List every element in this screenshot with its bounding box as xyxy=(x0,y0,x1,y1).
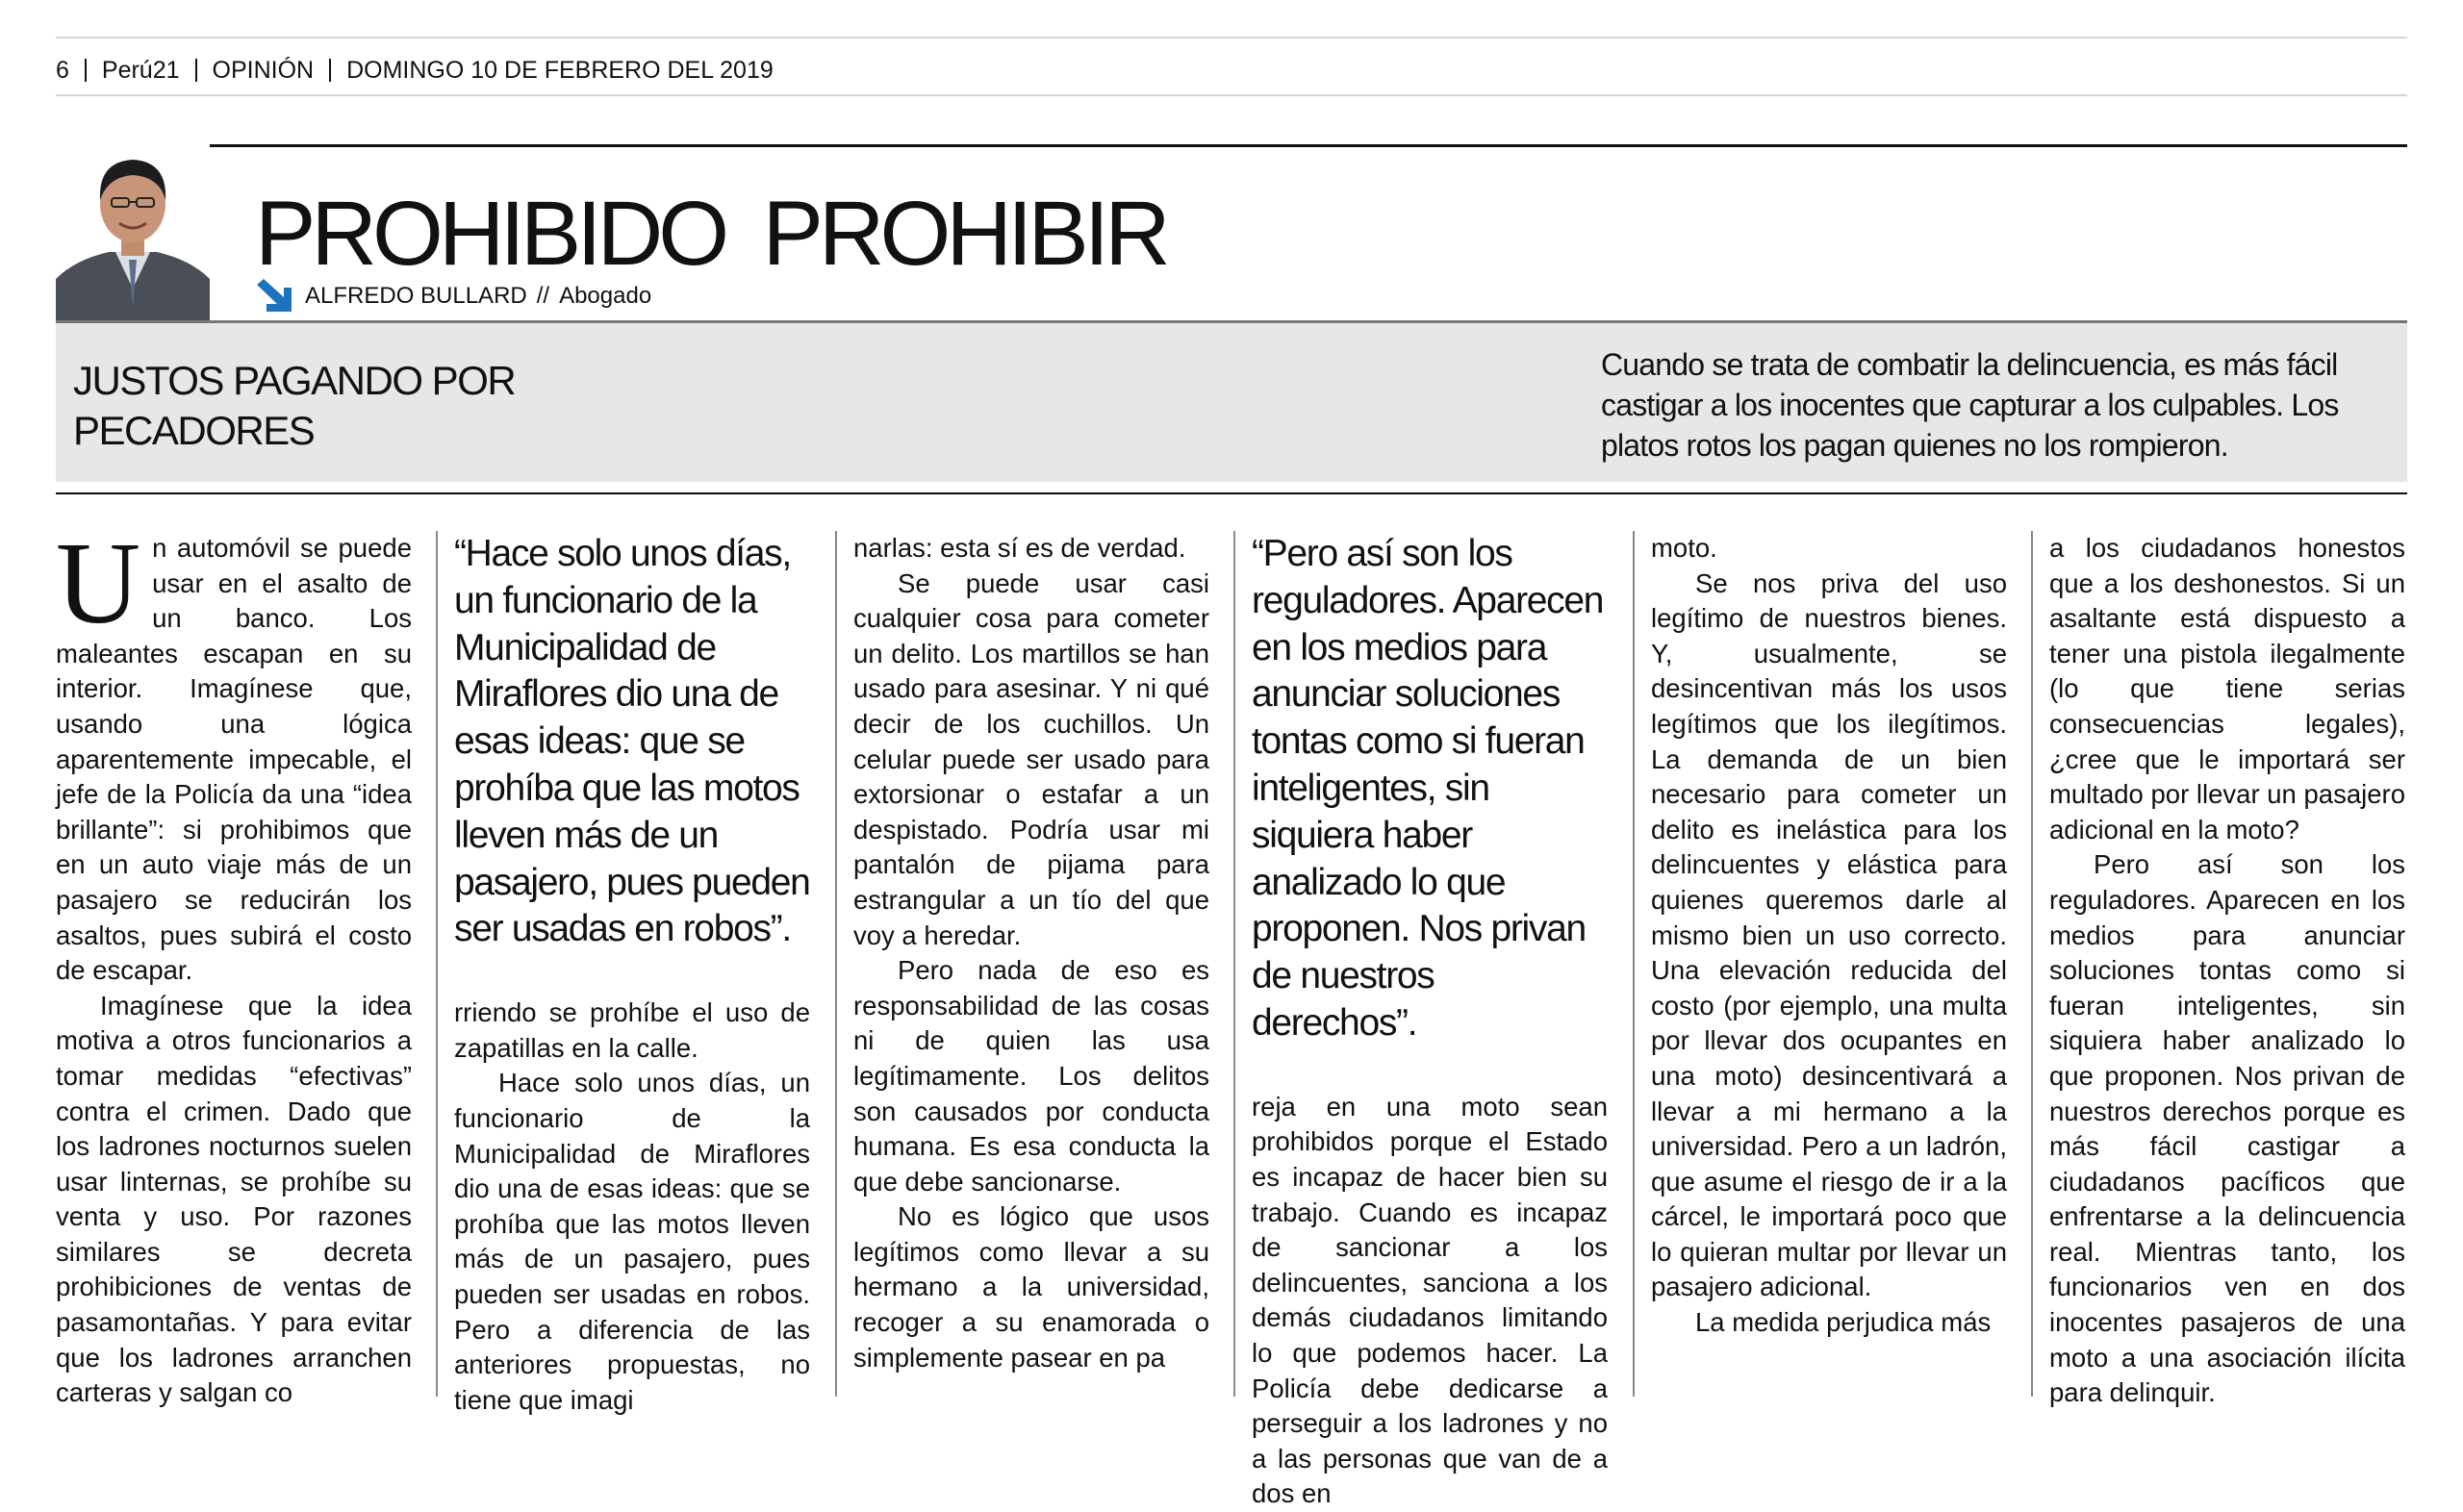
body-column-2 xyxy=(454,531,810,1415)
column-divider xyxy=(436,531,438,1397)
page-header xyxy=(56,54,774,87)
pull-quote: “Pero así son los reguladores. Aparecen en los medios para anunciar soluciones tontas como si fueran inteligentes, sin siquiera haber analizado lo que proponen. Nos privan de nuestros derechos”. xyxy=(1252,533,1604,1044)
article-body xyxy=(56,518,2407,1509)
diagonal-arrow-icon xyxy=(255,279,293,314)
body-paragraph: Pero así son los reguladores. Aparecen en los medios para anunciar soluciones tontas como si fueran inteligentes, sin siquiera haber analizado lo que proponen. Nos privan de nuestros derechos porque es más fácil castigar a ciudadanos pacíficos que enfrentarse a la delincuencia real. Mientras tanto, los funcionarios ven en dos inocentes pasajeros de una moto a una asociación ilícita para delinquir. xyxy=(2049,849,2405,1408)
body-paragraph: Pero nada de eso es responsabilidad de las cosas ni de quien las usa legítimamente. Los delitos son causados por conducta humana. Es esa conducta la que debe sancionarse. xyxy=(853,955,1209,1197)
publication-name: Perú21 xyxy=(101,56,180,84)
column-divider xyxy=(2031,531,2033,1397)
column-top-rule xyxy=(56,144,2407,147)
body-paragraph: Se puede usar casi cualquier cosa para cometer un delito. Los martillos se han usado para asesinar. Y ni qué decir de los cuchillos. Un celular puede ser usado para extorsionar o estafar a un despistado. Podría usar mi pantalón de pijama para estrangular a un tío del que voy a heredar. xyxy=(853,567,1209,950)
body-paragraph: n automóvil se puede usar en el asalto de un banco. Los maleantes escapan en su interior. Imagínese que, usando una lógica aparentemente impecable, el jefe de la Policía da una “idea brillante”: si prohibimos que en un auto viaje más de un pasajero se reducirán los asaltos, pues subirá el costo de escapar. xyxy=(56,533,412,986)
body-paragraph: No es lógico que usos legítimos como llevar a su hermano a la universidad, recoger a su enamorada o simplemente pasear en pa xyxy=(853,1201,1209,1373)
header-separator xyxy=(195,59,197,82)
author-name: ALFREDO BULLARD xyxy=(305,283,527,309)
column-divider xyxy=(1633,531,1635,1397)
article-headline: JUSTOS PAGANDO POR PECADORES xyxy=(73,358,516,453)
body-paragraph: moto. xyxy=(1651,533,1717,563)
header-bottom-rule xyxy=(56,94,2407,96)
author-role: Abogado xyxy=(559,283,652,309)
band-bottom-rule xyxy=(56,492,2407,494)
body-column-1 xyxy=(56,518,412,1408)
column-title: PROHIBIDO PROHIBIR xyxy=(255,183,1166,285)
byline xyxy=(255,279,651,314)
column-divider xyxy=(1233,531,1235,1397)
byline-separator: // xyxy=(536,283,550,309)
body-column-6 xyxy=(2049,531,2405,1408)
body-paragraph: reja en una moto sean prohibidos porque el Estado es incapaz de hacer bien su trabajo. Cuando es incapaz de sancionar a los delincuentes, sanciona a los demás ciudadanos limitando lo que podemos hacer. La Policía debe dedicarse a perseguir a los ladrones y no a las personas que van de a dos en xyxy=(1252,1091,1608,1509)
headline-band xyxy=(56,320,2407,482)
body-paragraph: Se nos priva del uso legítimo de nuestros bienes. Y, usualmente, se desincentivan más los usos legítimos que los ilegítimos. La demanda de un bien necesario para cometer un delito es inelástica para los delincuentes y elástica para quienes queremos darle al mismo bien un uso correcto. Una elevación reducida del costo (por ejemplo, una multa por llevar dos ocupantes en una moto) desincentivará a llevar a mi hermano a la universidad. Pero a un ladrón, que asume el riesgo de ir a la cárcel, le importará poco que lo quieran multar por llevar un pasajero adicional. xyxy=(1651,567,2007,1302)
drop-cap: U xyxy=(56,518,141,648)
author-photo xyxy=(56,144,210,320)
section-name: OPINIÓN xyxy=(212,56,315,84)
body-paragraph: Imagínese que la idea motiva a otros funcionarios a tomar medidas “efectivas” contra el crimen. Dado que los ladrones nocturnos suelen usar linternas, se prohíbe su venta y uso. Por razones similares se decreta prohibiciones de ventas de pasamontañas. Y para evitar que los ladrones arranchen carteras y salgan co xyxy=(56,990,412,1408)
body-column-4 xyxy=(1252,531,1608,1509)
header-separator xyxy=(85,59,87,82)
body-paragraph: rriendo se prohíbe el uso de zapatillas en la calle. xyxy=(454,997,810,1063)
body-paragraph: narlas: esta sí es de verdad. xyxy=(853,533,1186,563)
column-divider xyxy=(835,531,837,1397)
issue-date: DOMINGO 10 DE FEBRERO DEL 2019 xyxy=(346,56,774,84)
body-column-5 xyxy=(1651,531,2007,1397)
pull-quote: “Hace solo unos días, un funcionario de la Municipalidad de Miraflores dio una de esas ideas: que se prohíba que las motos lleven más de un pasajero, pues pueden ser usadas en robos”. xyxy=(454,533,810,950)
body-paragraph: Hace solo unos días, un funcionario de la Municipalidad de Miraflores dio una de esas ideas: que se prohíba que las motos lleven más de un pasajero, pues pueden ser usadas en robos. Pero a diferencia de las anteriores propuestas, no tiene que imagi xyxy=(454,1068,810,1415)
article-summary: Cuando se trata de combatir la delincuencia, es más fácil castigar a los inocentes que capturar a los culpables. Los platos rotos los pagan quienes no los rompieron. xyxy=(1601,347,2339,463)
page-number: 6 xyxy=(56,56,69,84)
body-column-3 xyxy=(853,531,1209,1397)
header-separator xyxy=(329,59,331,82)
body-paragraph: La medida perjudica más xyxy=(1695,1307,1992,1338)
body-paragraph: a los ciudadanos honestos que a los deshonestos. Si un asaltante está dispuesto a tener una pistola ilegalmente (lo que tiene serias consecuencias legales), ¿cree que le importará ser multado por llevar un pasajero adicional en la moto? xyxy=(2049,533,2405,844)
header-top-rule xyxy=(56,37,2407,38)
